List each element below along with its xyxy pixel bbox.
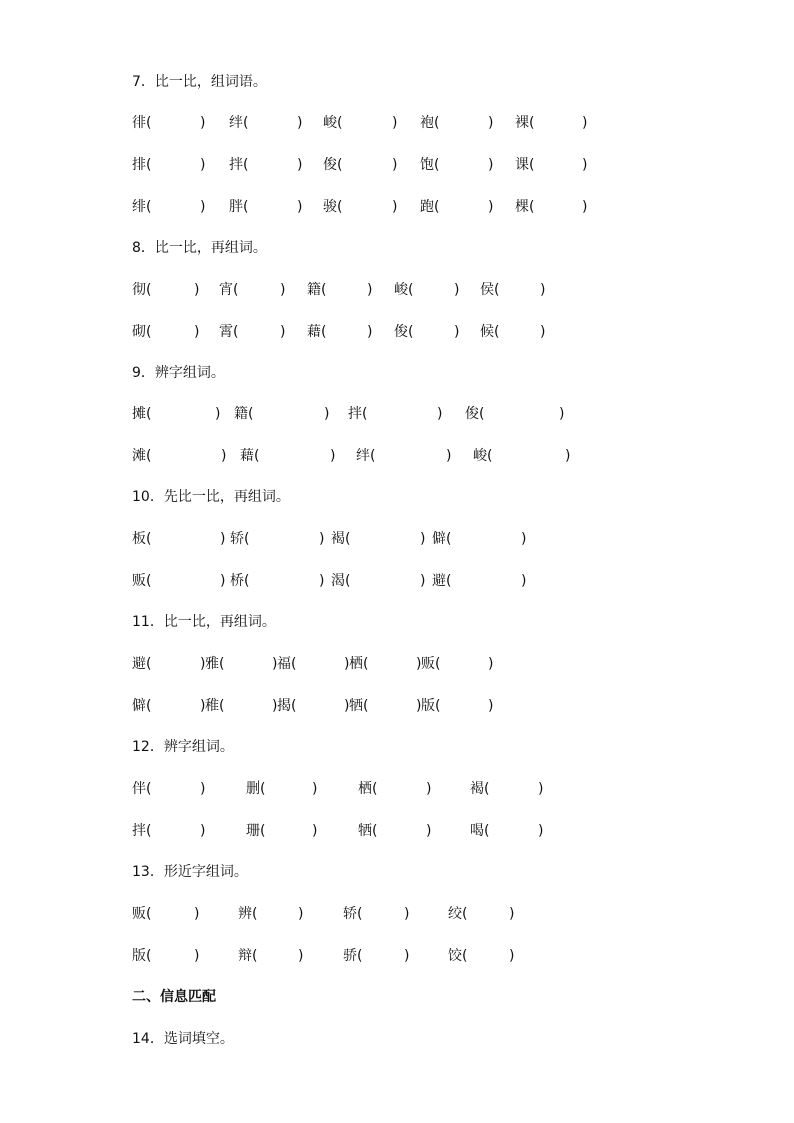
q13-row1-item3-char: 轿(	[343, 906, 363, 922]
q12-row2-item1-char: 拌(	[132, 823, 152, 839]
q11-row2-item5-char: 版(	[421, 698, 441, 714]
q7-row1-item4-char: 袍(	[420, 115, 440, 131]
q7-row1-item1-close: )	[200, 115, 206, 131]
q7-row1-item4-close: )	[488, 115, 494, 131]
q8-row2-item1-close: )	[194, 324, 200, 340]
q10-row1-item1-close: )	[220, 531, 226, 547]
q11-row1-item1-close: )	[200, 656, 206, 672]
q12-row-2	[132, 821, 752, 841]
q9-row2-item1-close: )	[221, 448, 227, 464]
q10-row1-item3-close: )	[420, 531, 426, 547]
q12-row1-item4-char: 褐(	[470, 781, 490, 797]
q7-row2-item3-char: 俊(	[323, 157, 343, 173]
q7-row-1	[132, 113, 752, 133]
q7-row2-item1-char: 排(	[132, 157, 152, 173]
q11-row2-item3-char: 揭(	[277, 698, 297, 714]
q11-row2-item5-close: )	[488, 698, 494, 714]
q7-row2-item4-char: 饱(	[420, 157, 440, 173]
question-7-title: 7．比一比，组词语。	[132, 74, 267, 90]
q13-row-1	[132, 904, 752, 924]
q10-row2-item2-char: 桥(	[230, 573, 250, 589]
q8-row1-item4-close: )	[454, 282, 460, 298]
q11-row2-item3-close: )	[344, 698, 350, 714]
q10-row1-item2-char: 轿(	[230, 531, 250, 547]
q13-row-2	[132, 946, 752, 966]
q11-row1-item4-char: 栖(	[349, 656, 369, 672]
q11-row1-item2-close: )	[272, 656, 278, 672]
q7-row3-item3-char: 骏(	[323, 199, 343, 215]
q11-row1-item4-close: )	[416, 656, 422, 672]
q9-row2-item2-char: 藉(	[240, 448, 260, 464]
q11-row-2	[132, 696, 752, 716]
q9-row1-item1-close: )	[215, 406, 221, 422]
q8-row2-item2-char: 霄(	[219, 324, 239, 340]
q9-row2-item4-char: 峻(	[473, 448, 493, 464]
q11-row2-item1-char: 僻(	[132, 698, 152, 714]
q10-row2-item2-close: )	[319, 573, 325, 589]
q12-row1-item1-char: 伴(	[132, 781, 152, 797]
q13-row2-item4-char: 饺(	[448, 948, 468, 964]
q8-row1-item3-close: )	[367, 282, 373, 298]
q7-row2-item3-close: )	[392, 157, 398, 173]
q13-row1-item3-close: )	[404, 906, 410, 922]
q13-row1-item2-char: 辨(	[238, 906, 258, 922]
q13-row1-item4-char: 绞(	[448, 906, 468, 922]
q10-row1-item4-char: 僻(	[432, 531, 452, 547]
q8-row1-item1-close: )	[194, 282, 200, 298]
q13-row2-item2-char: 辩(	[238, 948, 258, 964]
q12-row2-item1-close: )	[200, 823, 206, 839]
q7-row1-item1-char: 徘(	[132, 115, 152, 131]
q11-row1-item1-char: 避(	[132, 656, 152, 672]
q7-row1-item3-char: 峻(	[323, 115, 343, 131]
q7-row1-item3-close: )	[392, 115, 398, 131]
q13-row1-item2-close: )	[298, 906, 304, 922]
q8-row2-item5-close: )	[540, 324, 546, 340]
q13-row1-item4-close: )	[509, 906, 515, 922]
q7-row3-item5-close: )	[582, 199, 588, 215]
q13-row2-item3-char: 骄(	[343, 948, 363, 964]
q12-row2-item4-close: )	[538, 823, 544, 839]
q11-row1-item3-close: )	[344, 656, 350, 672]
q8-row-1	[132, 280, 752, 300]
q12-row1-item2-close: )	[312, 781, 318, 797]
q9-row1-item3-close: )	[437, 406, 443, 422]
q10-row2-item1-char: 贩(	[132, 573, 152, 589]
q8-row2-item4-char: 俊(	[394, 324, 414, 340]
q13-row2-item4-close: )	[509, 948, 515, 964]
q7-row3-item5-char: 棵(	[515, 199, 535, 215]
q8-row2-item3-close: )	[367, 324, 373, 340]
q8-row1-item4-char: 峻(	[394, 282, 414, 298]
q8-row1-item5-close: )	[540, 282, 546, 298]
q11-row1-item5-close: )	[488, 656, 494, 672]
q7-row-2	[132, 155, 752, 175]
q7-row3-item4-char: 跑(	[420, 199, 440, 215]
q13-row2-item2-close: )	[298, 948, 304, 964]
question-9-title: 9．辨字组词。	[132, 365, 225, 381]
q8-row2-item3-char: 藉(	[307, 324, 327, 340]
q9-row1-item1-char: 摊(	[132, 406, 152, 422]
q10-row1-item1-char: 板(	[132, 531, 152, 547]
q12-row1-item3-close: )	[426, 781, 432, 797]
question-13-title: 13．形近字组词。	[132, 864, 248, 880]
q10-row-1	[132, 529, 752, 549]
q7-row1-item2-close: )	[297, 115, 303, 131]
q11-row2-item2-close: )	[272, 698, 278, 714]
q7-row1-item5-char: 裸(	[515, 115, 535, 131]
q10-row2-item4-close: )	[521, 573, 527, 589]
question-14-title: 14．选词填空。	[132, 1031, 234, 1047]
q11-row1-item5-char: 贩(	[421, 656, 441, 672]
q7-row3-item2-close: )	[297, 199, 303, 215]
q8-row2-item5-char: 候(	[480, 324, 500, 340]
q9-row2-item3-close: )	[446, 448, 452, 464]
q9-row2-item4-close: )	[565, 448, 571, 464]
section-2-heading: 二、信息匹配	[132, 989, 216, 1005]
q7-row2-item1-close: )	[200, 157, 206, 173]
q8-row-2	[132, 322, 752, 342]
q8-row2-item2-close: )	[280, 324, 286, 340]
q8-row1-item2-char: 宵(	[219, 282, 239, 298]
q11-row2-item1-close: )	[200, 698, 206, 714]
q7-row-3	[132, 197, 752, 217]
q10-row1-item3-char: 褐(	[331, 531, 351, 547]
question-10-title: 10．先比一比，再组词。	[132, 489, 290, 505]
question-8-title: 8．比一比，再组词。	[132, 240, 267, 256]
q10-row2-item4-char: 避(	[432, 573, 452, 589]
q9-row1-item3-char: 拌(	[348, 406, 368, 422]
q11-row2-item2-char: 稚(	[205, 698, 225, 714]
q11-row1-item3-char: 福(	[277, 656, 297, 672]
q13-row1-item1-close: )	[194, 906, 200, 922]
q10-row1-item2-close: )	[319, 531, 325, 547]
q7-row3-item1-char: 绯(	[132, 199, 152, 215]
q9-row1-item2-close: )	[324, 406, 330, 422]
q7-row2-item5-close: )	[582, 157, 588, 173]
q7-row3-item1-close: )	[200, 199, 206, 215]
q7-row1-item2-char: 绊(	[229, 115, 249, 131]
q9-row1-item2-char: 籍(	[234, 406, 254, 422]
q12-row2-item3-close: )	[426, 823, 432, 839]
question-12-title: 12．辨字组词。	[132, 739, 234, 755]
q13-row2-item1-close: )	[194, 948, 200, 964]
q8-row1-item3-char: 籍(	[307, 282, 327, 298]
q10-row2-item3-char: 渴(	[331, 573, 351, 589]
q9-row1-item4-close: )	[559, 406, 565, 422]
q12-row2-item2-close: )	[312, 823, 318, 839]
q10-row-2	[132, 571, 752, 591]
q9-row2-item1-char: 滩(	[132, 448, 152, 464]
q7-row2-item2-close: )	[297, 157, 303, 173]
q11-row2-item4-char: 牺(	[349, 698, 369, 714]
q11-row2-item4-close: )	[416, 698, 422, 714]
q9-row2-item2-close: )	[330, 448, 336, 464]
q9-row-2	[132, 446, 752, 466]
q12-row1-item1-close: )	[200, 781, 206, 797]
q10-row1-item4-close: )	[521, 531, 527, 547]
q12-row1-item2-char: 删(	[246, 781, 266, 797]
q7-row3-item2-char: 胖(	[229, 199, 249, 215]
q8-row1-item1-char: 彻(	[132, 282, 152, 298]
q9-row-1	[132, 404, 752, 424]
q10-row2-item1-close: )	[220, 573, 226, 589]
q12-row2-item4-char: 喝(	[470, 823, 490, 839]
q11-row-1	[132, 654, 752, 674]
q12-row2-item2-char: 珊(	[246, 823, 266, 839]
q12-row1-item4-close: )	[538, 781, 544, 797]
q7-row3-item4-close: )	[488, 199, 494, 215]
q12-row1-item3-char: 栖(	[358, 781, 378, 797]
q12-row2-item3-char: 牺(	[358, 823, 378, 839]
q8-row1-item5-char: 侯(	[480, 282, 500, 298]
q7-row2-item4-close: )	[488, 157, 494, 173]
q8-row1-item2-close: )	[280, 282, 286, 298]
q7-row2-item2-char: 拌(	[229, 157, 249, 173]
q7-row3-item3-close: )	[392, 199, 398, 215]
q7-row2-item5-char: 课(	[515, 157, 535, 173]
question-11-title: 11．比一比，再组词。	[132, 614, 276, 630]
q7-row1-item5-close: )	[582, 115, 588, 131]
q9-row2-item3-char: 绊(	[356, 448, 376, 464]
q13-row2-item1-char: 版(	[132, 948, 152, 964]
q9-row1-item4-char: 俊(	[465, 406, 485, 422]
q10-row2-item3-close: )	[420, 573, 426, 589]
q11-row1-item2-char: 雅(	[205, 656, 225, 672]
q8-row2-item4-close: )	[454, 324, 460, 340]
q8-row2-item1-char: 砌(	[132, 324, 152, 340]
q13-row2-item3-close: )	[404, 948, 410, 964]
q13-row1-item1-char: 贩(	[132, 906, 152, 922]
q12-row-1	[132, 779, 752, 799]
